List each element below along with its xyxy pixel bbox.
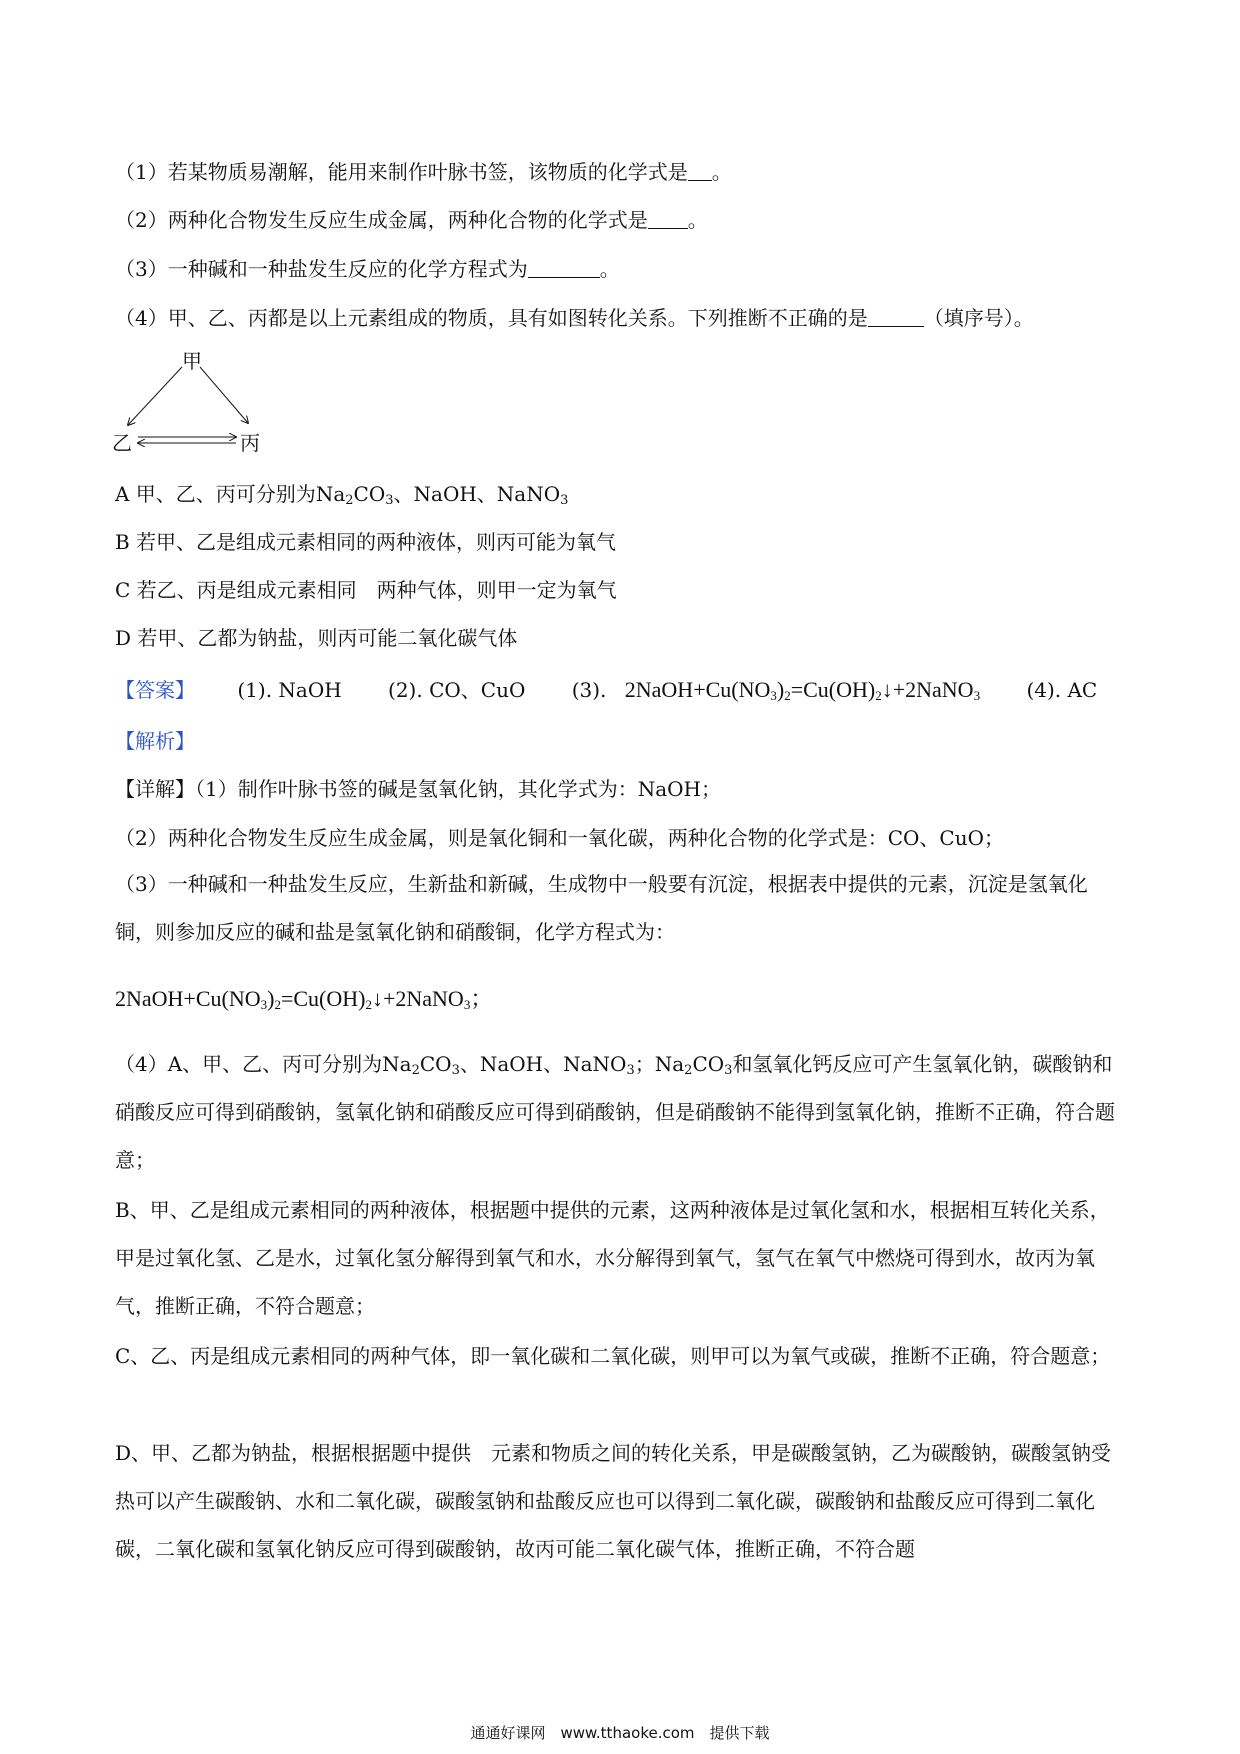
analysis-p1-text: （1）制作叶脉书签的碱是氢氧化钠，其化学式为：NaOH；: [195, 777, 721, 801]
diagram-node-left: 乙: [112, 431, 132, 455]
question-4-text: （4）甲、乙、丙都是以上元素组成的物质，具有如图转化关系。下列推断不正确的是: [115, 306, 868, 330]
question-2-text: （2）两种化合物发生反应生成金属，两种化合物的化学式是: [115, 208, 648, 232]
question-3: [115, 255, 620, 283]
analysis-p6: C、乙、丙是组成元素相同的两种气体，即一氧化碳和二氧化碳，则甲可以为氧气或碳，推断不正确，符合题意；: [115, 1344, 1111, 1368]
answer-2: (2). CO、CuO: [388, 678, 526, 702]
question-2: [115, 206, 708, 234]
diagram-arrows: [112, 345, 272, 455]
answer-blank: [688, 160, 712, 181]
question-4: [115, 304, 1034, 332]
question-3-end: 。: [599, 257, 620, 281]
question-1-end: 。: [711, 160, 732, 184]
answer-3-formula: $2NaOH+Cu(NO_3)_2=Cu(OH)_2↓+2NaNO_3$: [624, 677, 981, 703]
arrow-top-to-right: [200, 367, 248, 423]
answer-4: (4). AC: [1026, 678, 1098, 702]
diagram-node-right: 丙: [240, 431, 260, 455]
analysis-p5: B、甲、乙是组成元素相同的两种液体，根据题中提供的元素，这两种液体是过氧化氢和水，根据相互转化关系，甲是过氧化氢、乙是水，过氧化氢分解得到氧气和水，水分解得到氧气，氢气在氧气中燃烧可得到水，故丙为氧气，推断正确，不符合题意；: [115, 1198, 1110, 1318]
analysis-p1: [115, 775, 721, 803]
conversion-diagram: [112, 345, 272, 455]
question-2-end: 。: [687, 208, 708, 232]
analysis-p7: D、甲、乙都为钠盐，根据根据题中提供 元素和物质之间的转化关系，甲是碳酸氢钠，乙为碳酸钠，碳酸氢钠受热可以产生碳酸钠、水和二氧化碳，碳酸氢钠和盐酸反应也可以得到二氧化碳，碳酸钠和盐酸反应可得到二氧化碳，二氧化碳和氢氧化钠反应可得到碳酸钠，故丙可能二氧化碳气体，推断正确，不符合题: [115, 1441, 1112, 1561]
detail-tag: 【详解】: [115, 777, 195, 801]
question-1: [115, 158, 732, 186]
answer-blank: [648, 208, 688, 229]
question-4-end: （填序号）。: [923, 306, 1034, 330]
page-footer: 通通好课网 www.tthaoke.com 提供下载: [470, 1724, 770, 1742]
analysis-p3-formula: $2NaOH+Cu(NO_3)_2=Cu(OH)_2↓+2NaNO_3$；: [115, 986, 493, 1012]
analysis-p4: （4）A、甲、乙、丙可分别为$Na_2CO_3$、NaOH、NaNO$_3$；$Na_2CO_3$和氢氧化钙反应可产生氢氧化钠，碳酸钠和硝酸反应可得到硝酸钠，氢氧化钠和硝酸反应可得到硝酸钠，但是硝酸钠不能得到氢氧化钠，推断不正确，符合题意；: [115, 1052, 1115, 1172]
diagram-node-top: 甲: [182, 349, 202, 373]
question-1-text: （1）若某物质易潮解，能用来制作叶脉书签，该物质的化学式是: [115, 160, 688, 184]
analysis-p2: （2）两种化合物发生反应生成金属，则是氧化铜和一氧化碳，两种化合物的化学式是：CO、CuO；: [115, 826, 1005, 850]
option-c: C 若乙、丙是组成元素相同 两种气体，则甲一定为氧气: [115, 578, 617, 602]
arrow-top-to-left: [128, 367, 182, 425]
option-d: D 若甲、乙都为钠盐，则丙可能二氧化碳气体: [115, 626, 518, 650]
answer-1: (1). NaOH: [237, 678, 342, 702]
analysis-p3: （3）一种碱和一种盐发生反应，生新盐和新碱，生成物中一般要有沉淀，根据表中提供的元素，沉淀是氢氧化铜，则参加反应的碱和盐是氢氧化钠和硝酸铜，化学方程式为：: [115, 872, 1088, 944]
answer-tag: 【答案】: [115, 678, 195, 702]
answer-blank: [868, 306, 924, 327]
option-b: B 若甲、乙是组成元素相同的两种液体，则丙可能为氧气: [115, 530, 617, 554]
option-a-text: A 甲、乙、丙可分别为: [115, 482, 316, 506]
answer-line: [115, 676, 1097, 704]
option-a: [115, 480, 568, 508]
question-3-text: （3）一种碱和一种盐发生反应的化学方程式为: [115, 257, 528, 281]
analysis-tag: 【解析】: [115, 729, 195, 753]
analysis-heading: [115, 727, 195, 755]
option-a-formula: $Na_2CO_3$、NaOH、NaNO$_3$: [315, 482, 569, 508]
answer-3-label: (3).: [571, 678, 607, 702]
answer-blank: [528, 257, 600, 278]
